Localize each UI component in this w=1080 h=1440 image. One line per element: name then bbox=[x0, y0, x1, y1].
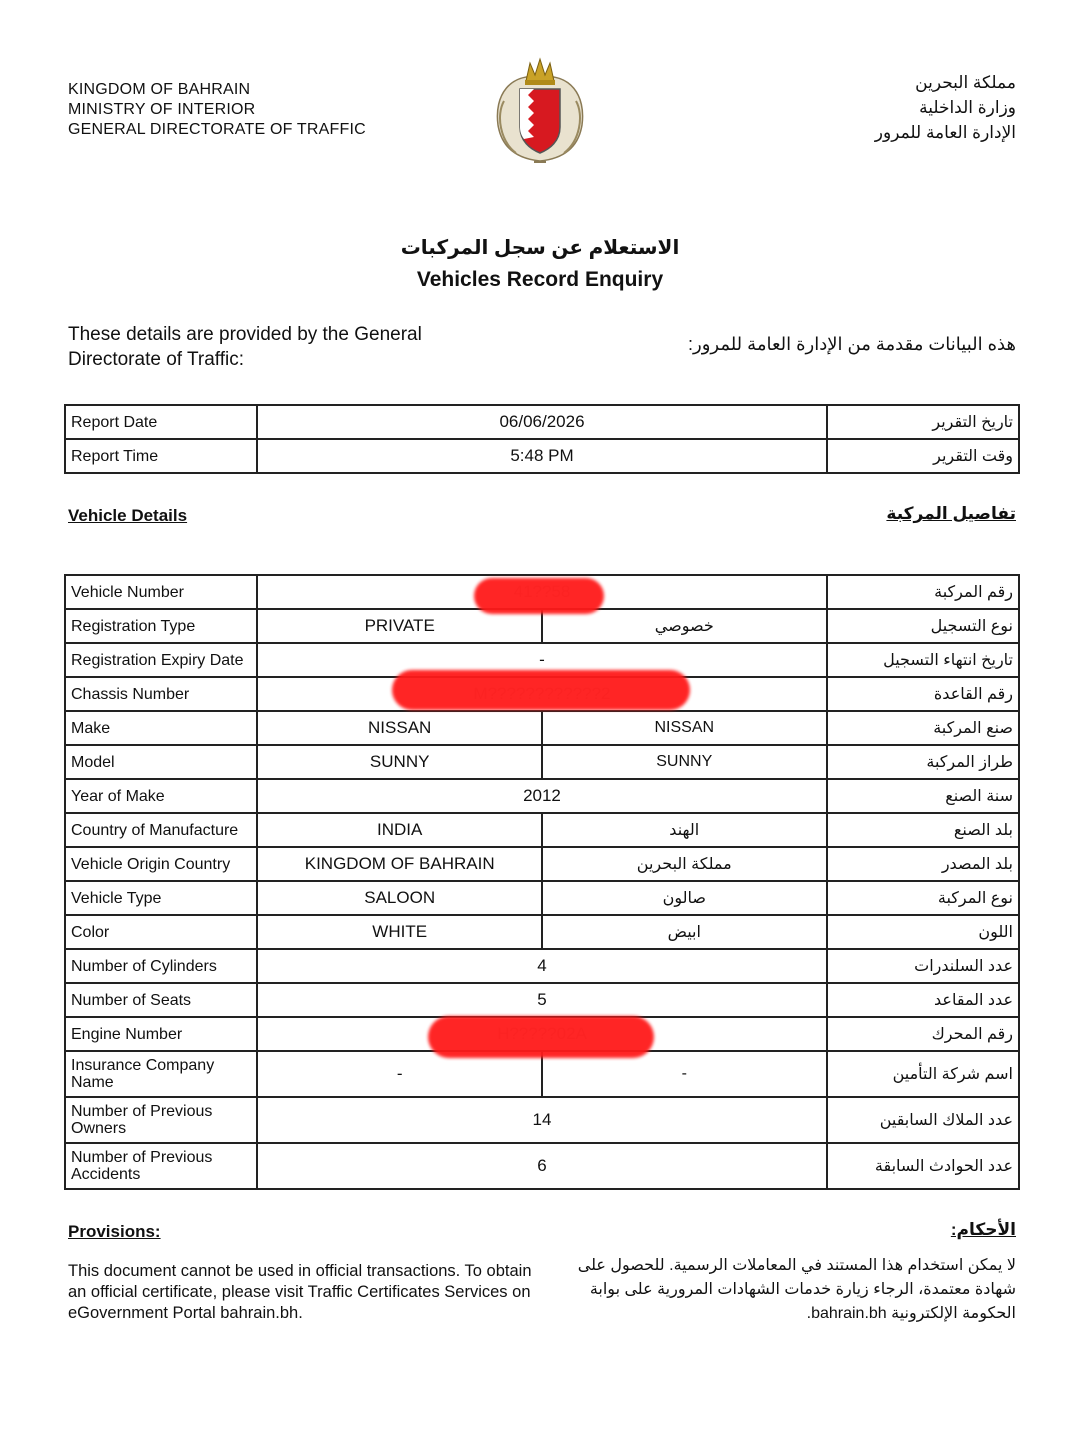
bahrain-emblem-logo bbox=[490, 55, 590, 167]
detail-label-arabic: رقم المركبة bbox=[827, 575, 1019, 609]
detail-label-arabic: عدد المقاعد bbox=[827, 983, 1019, 1017]
redaction-mark-chassis-number bbox=[392, 670, 690, 710]
detail-value-arabic: الهند bbox=[542, 813, 827, 847]
page-title-arabic: الاستعلام عن سجل المركبات bbox=[400, 237, 680, 259]
provisions-title: Provisions: bbox=[68, 1222, 161, 1241]
detail-label: Vehicle Type bbox=[65, 881, 257, 915]
table-row bbox=[65, 881, 1019, 915]
header-line-ministry-ar: وزارة الداخلية bbox=[919, 98, 1016, 117]
detail-label-arabic: رقم المحرك bbox=[827, 1017, 1019, 1051]
table-row bbox=[65, 609, 1019, 643]
detail-label: Registration Expiry Date bbox=[65, 643, 257, 677]
detail-value: 2012 bbox=[257, 779, 826, 813]
detail-value: SUNNY bbox=[257, 745, 542, 779]
detail-label: Number of Seats bbox=[65, 983, 257, 1017]
detail-label: Number of Cylinders bbox=[65, 949, 257, 983]
provisions-text: This document cannot be used in official transactions. To obtain an official certificate, please visit Traffic Certificates Services on eGovernment Portal bahrain.bh. bbox=[68, 1262, 532, 1322]
intro-text-arabic: هذه البيانات مقدمة من الإدارة العامة للمرور: bbox=[688, 334, 1016, 354]
detail-label-arabic: عدد السلندرات bbox=[827, 949, 1019, 983]
detail-label-arabic: نوع التسجيل bbox=[827, 609, 1019, 643]
header-line-kingdom-ar: مملكة البحرين bbox=[915, 73, 1016, 92]
detail-label: Year of Make bbox=[65, 779, 257, 813]
detail-label: Color bbox=[65, 915, 257, 949]
detail-value-arabic: SUNNY bbox=[542, 745, 827, 779]
detail-value: SALOON bbox=[257, 881, 542, 915]
report-time-label: Report Time bbox=[65, 439, 257, 473]
detail-value-arabic: مملكة البحرين bbox=[542, 847, 827, 881]
table-row bbox=[65, 915, 1019, 949]
report-time-label-ar: وقت التقرير bbox=[827, 439, 1019, 473]
report-date-label-ar: تاريخ التقرير bbox=[827, 405, 1019, 439]
detail-label: Country of Manufacture bbox=[65, 813, 257, 847]
detail-label: Make bbox=[65, 711, 257, 745]
table-row bbox=[65, 779, 1019, 813]
detail-value: KINGDOM OF BAHRAIN bbox=[257, 847, 542, 881]
detail-label-arabic: تاريخ انتهاء التسجيل bbox=[827, 643, 1019, 677]
table-row bbox=[65, 1143, 1019, 1189]
detail-label-arabic: صنع المركبة bbox=[827, 711, 1019, 745]
detail-value: 5 bbox=[257, 983, 826, 1017]
provisions-text-arabic: لا يمكن استخدام هذا المستند في المعاملات الرسمية. للحصول على شهادة معتمدة، الرجاء زيارة خدمات الشهادات المرورية على بوابة الحكومة الإلكترونية bahrain.bh. bbox=[577, 1257, 1016, 1322]
detail-label-arabic: بلد الصنع bbox=[827, 813, 1019, 847]
table-row bbox=[65, 949, 1019, 983]
report-info-table bbox=[64, 404, 1020, 474]
report-date-value: 06/06/2026 bbox=[257, 405, 826, 439]
header-english bbox=[68, 80, 366, 140]
detail-label: Model bbox=[65, 745, 257, 779]
section-heading: Vehicle Details bbox=[68, 506, 188, 525]
header-arabic bbox=[875, 70, 1016, 145]
table-row bbox=[65, 813, 1019, 847]
detail-label: Engine Number bbox=[65, 1017, 257, 1051]
detail-value: PRIVATE bbox=[257, 609, 542, 643]
detail-value: - bbox=[257, 1051, 542, 1097]
detail-value-arabic: ابيض bbox=[542, 915, 827, 949]
detail-value: 6 bbox=[257, 1143, 826, 1189]
table-row bbox=[65, 745, 1019, 779]
table-row bbox=[65, 847, 1019, 881]
detail-value-arabic: - bbox=[542, 1051, 827, 1097]
detail-label-arabic: عدد الحوادث السابقة bbox=[827, 1143, 1019, 1189]
table-row bbox=[65, 405, 1019, 439]
detail-value: NISSAN bbox=[257, 711, 542, 745]
detail-label-arabic: اللون bbox=[827, 915, 1019, 949]
detail-label-arabic: سنة الصنع bbox=[827, 779, 1019, 813]
table-row bbox=[65, 439, 1019, 473]
detail-label: Number of Previous Owners bbox=[65, 1097, 257, 1143]
detail-value: 4 bbox=[257, 949, 826, 983]
detail-label: Insurance Company Name bbox=[65, 1051, 257, 1097]
detail-label: Number of Previous Accidents bbox=[65, 1143, 257, 1189]
detail-value-arabic: صالون bbox=[542, 881, 827, 915]
intro-text: These details are provided by the General Directorate of Traffic: bbox=[68, 324, 422, 370]
detail-value: WHITE bbox=[257, 915, 542, 949]
report-time-value: 5:48 PM bbox=[257, 439, 826, 473]
detail-value: INDIA bbox=[257, 813, 542, 847]
detail-label: Vehicle Origin Country bbox=[65, 847, 257, 881]
detail-value: - bbox=[257, 643, 826, 677]
detail-value: 14 bbox=[257, 1097, 826, 1143]
header-line-directorate: GENERAL DIRECTORATE OF TRAFFIC bbox=[68, 121, 366, 138]
redaction-mark-engine-number bbox=[428, 1016, 654, 1058]
detail-value-arabic: خصوصي bbox=[542, 609, 827, 643]
detail-label: Registration Type bbox=[65, 609, 257, 643]
header-line-ministry: MINISTRY OF INTERIOR bbox=[68, 101, 256, 118]
detail-label-arabic: نوع المركبة bbox=[827, 881, 1019, 915]
detail-label-arabic: اسم شركة التأمين bbox=[827, 1051, 1019, 1097]
table-row bbox=[65, 711, 1019, 745]
section-heading-arabic: تفاصيل المركبة bbox=[886, 504, 1016, 523]
detail-label: Chassis Number bbox=[65, 677, 257, 711]
redaction-mark-vehicle-number bbox=[474, 578, 604, 614]
detail-label: Vehicle Number bbox=[65, 575, 257, 609]
table-row bbox=[65, 983, 1019, 1017]
detail-label-arabic: رقم القاعدة bbox=[827, 677, 1019, 711]
detail-label-arabic: بلد المصدر bbox=[827, 847, 1019, 881]
header-line-kingdom: KINGDOM OF BAHRAIN bbox=[68, 81, 251, 98]
vehicle-details-table bbox=[64, 574, 1020, 1190]
detail-value-arabic: NISSAN bbox=[542, 711, 827, 745]
provisions-title-arabic: الأحكام: bbox=[950, 1220, 1016, 1239]
table-row bbox=[65, 1097, 1019, 1143]
detail-label-arabic: طراز المركبة bbox=[827, 745, 1019, 779]
detail-label-arabic: عدد الملاك السابقين bbox=[827, 1097, 1019, 1143]
header-line-directorate-ar: الإدارة العامة للمرور bbox=[874, 123, 1016, 142]
report-date-label: Report Date bbox=[65, 405, 257, 439]
page-title: Vehicles Record Enquiry bbox=[416, 268, 664, 291]
